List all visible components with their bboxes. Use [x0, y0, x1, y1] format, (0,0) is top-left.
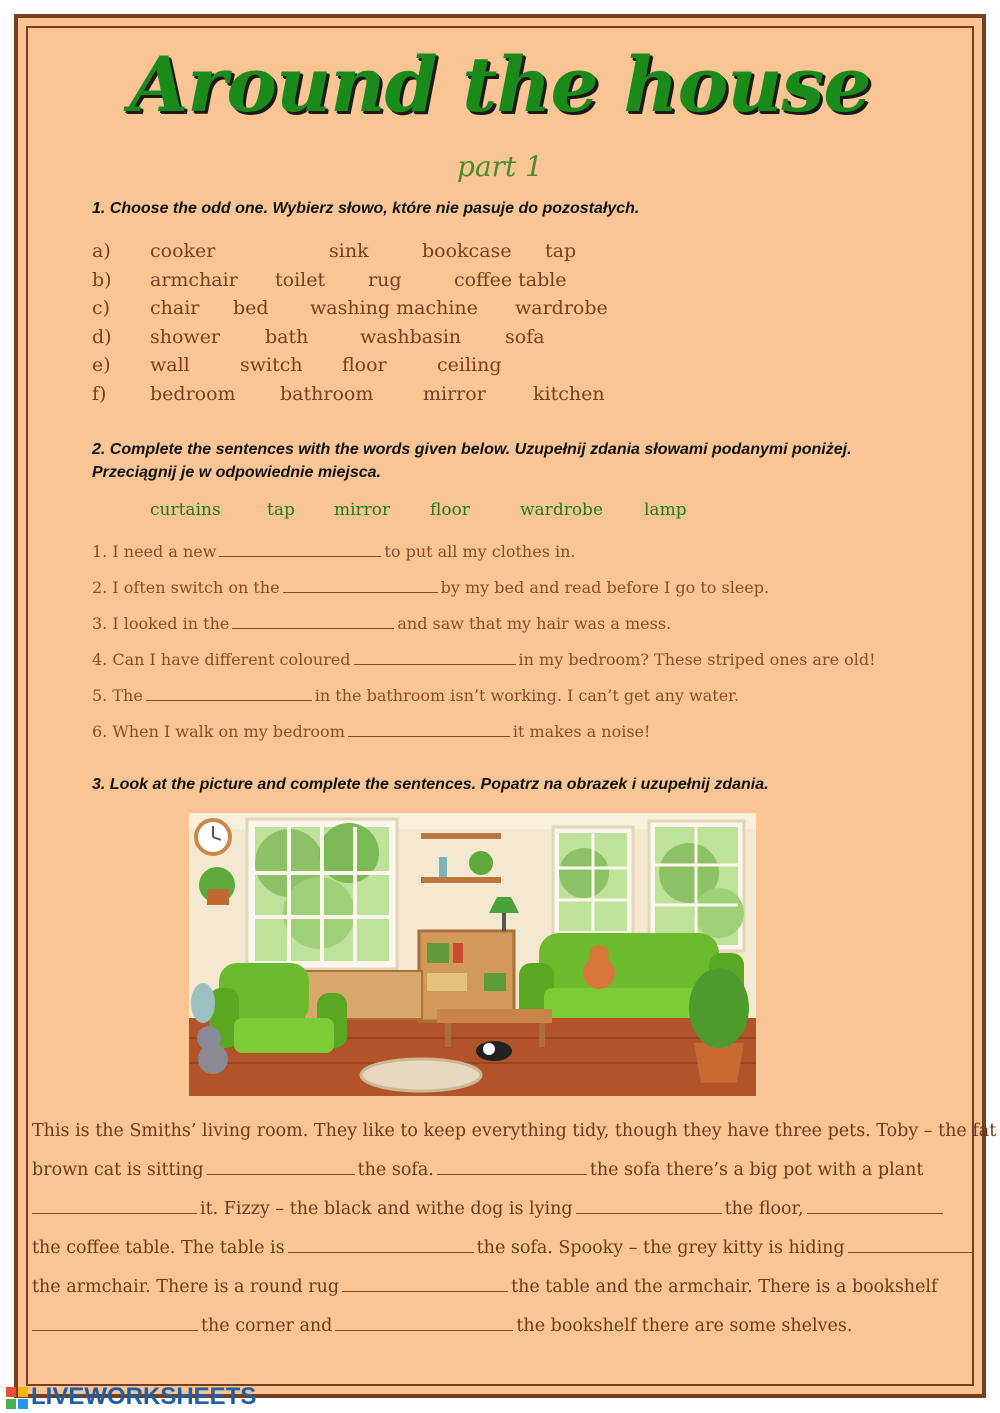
sentence-3 — [92, 614, 671, 633]
task3-paragraph — [32, 1121, 997, 1355]
odd-letter: f) — [92, 382, 107, 405]
paragraph-line-3 — [32, 1199, 962, 1238]
answer-blank[interactable] — [848, 1238, 974, 1253]
answer-blank[interactable] — [283, 578, 438, 593]
answer-blank[interactable] — [232, 614, 394, 629]
odd-row-f — [92, 383, 792, 412]
odd-word[interactable]: switch — [240, 354, 303, 376]
answer-blank[interactable] — [348, 722, 510, 737]
sentence-6 — [92, 722, 650, 741]
odd-row-d — [92, 326, 792, 355]
odd-one-list — [92, 240, 792, 411]
odd-word[interactable]: bathroom — [280, 382, 374, 405]
sentence-5 — [92, 686, 739, 705]
paragraph-text: the sofa. — [357, 1160, 434, 1180]
sentence-text: to put all my clothes in. — [384, 542, 576, 561]
paragraph-text: the coffee table. The table is — [32, 1238, 285, 1258]
odd-word[interactable]: armchair — [150, 268, 238, 291]
odd-word[interactable]: wardrobe — [515, 297, 608, 319]
paragraph-text: the sofa there’s a big pot with a plant — [589, 1160, 924, 1180]
sentence-text: in my bedroom? These striped ones are old! — [518, 650, 876, 669]
odd-word[interactable]: washing machine — [310, 297, 478, 319]
odd-word[interactable]: bookcase — [422, 240, 512, 262]
paragraph-text: This is the Smiths’ living room. They like to keep everything tidy, though they have three pets. Toby – the fat — [32, 1121, 997, 1141]
part-subtitle: part 1 — [457, 150, 543, 183]
answer-blank[interactable] — [288, 1238, 474, 1253]
odd-word[interactable]: bed — [233, 297, 269, 319]
odd-letter: c) — [92, 297, 111, 319]
odd-word[interactable]: cooker — [150, 240, 216, 262]
paragraph-line-5 — [32, 1277, 962, 1316]
task2-instruction-line2: Przeciągnij je w odpowiednie miejsca. — [92, 464, 381, 481]
liveworksheets-logo[interactable] — [6, 1383, 256, 1411]
answer-blank[interactable] — [32, 1316, 198, 1331]
odd-word[interactable]: kitchen — [533, 382, 605, 405]
task2-instruction-line1: 2. Complete the sentences with the words given below. Uzupełnij zdania słowami podanymi poniżej. — [92, 441, 852, 458]
paragraph-text: the floor, — [724, 1199, 804, 1219]
sentence-text: 1. I need a new — [92, 542, 217, 561]
sentence-2 — [92, 578, 769, 597]
sentence-text: 6. When I walk on my bedroom — [92, 722, 345, 741]
paragraph-text: the armchair. There is a round rug — [32, 1277, 340, 1297]
sentence-text: 5. The — [92, 686, 143, 705]
answer-blank[interactable] — [807, 1199, 943, 1214]
odd-word[interactable]: sink — [329, 240, 369, 262]
sentence-1 — [92, 542, 576, 561]
word-bank-item[interactable]: mirror — [334, 500, 391, 520]
answer-blank[interactable] — [207, 1160, 355, 1175]
paragraph-text: the sofa. Spooky – the grey kitty is hiding — [476, 1238, 845, 1258]
odd-letter: d) — [92, 325, 112, 348]
task1-instruction: 1. Choose the odd one. Wybierz słowo, które nie pasuje do pozostałych. — [92, 200, 640, 217]
answer-blank[interactable] — [354, 650, 516, 665]
answer-blank[interactable] — [32, 1199, 197, 1214]
sentence-4 — [92, 650, 876, 669]
living-room-picture — [189, 813, 756, 1096]
sentence-text: by my bed and read before I go to sleep. — [440, 578, 770, 597]
odd-word[interactable]: mirror — [423, 382, 486, 405]
sentence-text: 3. I looked in the — [92, 614, 230, 633]
odd-letter: a) — [92, 240, 111, 262]
odd-word[interactable]: chair — [150, 297, 200, 319]
paragraph-line-6 — [32, 1316, 962, 1355]
page-title: Around the house — [129, 40, 871, 129]
answer-blank[interactable] — [437, 1160, 587, 1175]
odd-word[interactable]: bath — [265, 325, 309, 348]
odd-word[interactable]: ceiling — [437, 354, 502, 376]
sentence-text: 4. Can I have different coloured — [92, 650, 351, 669]
word-bank-item[interactable]: floor — [430, 500, 470, 520]
liveworksheets-brand: LIVEWORKSHEETS — [31, 1383, 257, 1410]
odd-word[interactable]: tap — [545, 240, 577, 262]
answer-blank[interactable] — [342, 1277, 508, 1292]
liveworksheets-icon — [6, 1387, 28, 1409]
word-bank-item[interactable]: tap — [267, 500, 295, 520]
odd-word[interactable]: sofa — [505, 325, 545, 348]
sentence-text: 2. I often switch on the — [92, 578, 280, 597]
paragraph-text: it. Fizzy – the black and withe dog is lying — [200, 1199, 573, 1219]
paragraph-line-2 — [32, 1160, 962, 1199]
odd-row-a — [92, 240, 792, 269]
odd-row-b — [92, 269, 792, 298]
odd-word[interactable]: shower — [150, 325, 221, 348]
paragraph-text: the bookshelf there are some shelves. — [516, 1316, 853, 1336]
word-bank-item[interactable]: lamp — [644, 500, 687, 520]
paragraph-text: the corner and — [201, 1316, 333, 1336]
odd-word[interactable]: toilet — [275, 268, 326, 291]
answer-blank[interactable] — [335, 1316, 513, 1331]
paragraph-line-1 — [32, 1121, 997, 1160]
paragraph-text: brown cat is sitting — [32, 1160, 204, 1180]
odd-letter: b) — [92, 268, 112, 291]
task3-instruction: 3. Look at the picture and complete the sentences. Popatrz na obrazek i uzupełnij zdania. — [92, 776, 769, 793]
sentence-text: it makes a noise! — [512, 722, 651, 741]
answer-blank[interactable] — [576, 1199, 722, 1214]
word-bank-item[interactable]: wardrobe — [520, 500, 603, 520]
word-bank-item[interactable]: curtains — [150, 500, 221, 520]
odd-word[interactable]: wall — [150, 354, 190, 376]
odd-letter: e) — [92, 354, 111, 376]
odd-row-c — [92, 297, 792, 326]
answer-blank[interactable] — [219, 542, 381, 557]
odd-word[interactable]: floor — [342, 354, 387, 376]
odd-word[interactable]: rug — [368, 268, 402, 291]
sentence-text: and saw that my hair was a mess. — [397, 614, 672, 633]
paragraph-line-4 — [32, 1238, 962, 1277]
odd-word[interactable]: bedroom — [150, 382, 236, 405]
answer-blank[interactable] — [146, 686, 312, 701]
odd-word[interactable]: coffee table — [454, 268, 567, 291]
task2-instruction — [92, 438, 852, 484]
odd-word[interactable]: washbasin — [360, 325, 462, 348]
odd-row-e — [92, 354, 792, 383]
sentence-text: in the bathroom isn’t working. I can’t get any water. — [314, 686, 740, 705]
paragraph-text: the table and the armchair. There is a bookshelf — [511, 1277, 938, 1297]
